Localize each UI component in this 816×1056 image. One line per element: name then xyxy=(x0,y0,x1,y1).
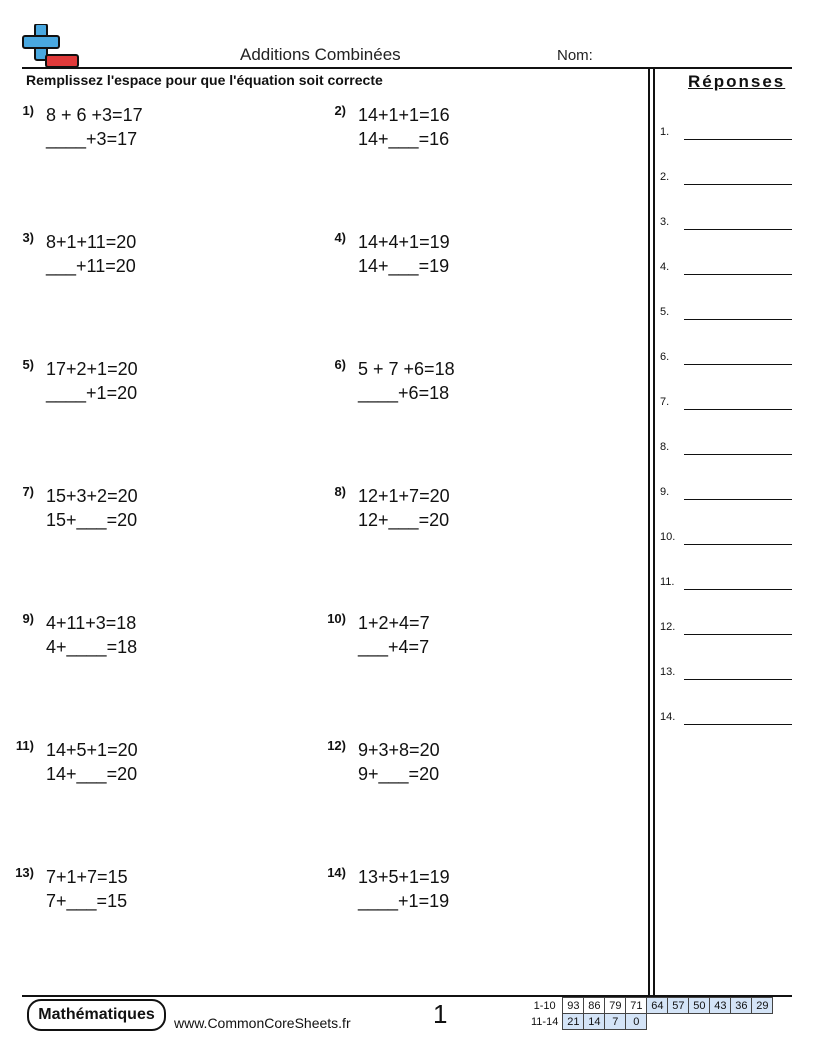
problem-blank-equation[interactable]: ____+1=20 xyxy=(46,383,138,403)
problem-number: 2) xyxy=(334,103,346,118)
answer-slot[interactable] xyxy=(660,660,792,680)
problem-number: 5) xyxy=(22,357,34,372)
answer-line[interactable] xyxy=(684,364,792,365)
problem-number: 4) xyxy=(334,230,346,245)
problem-item xyxy=(324,103,604,163)
problem-number: 10) xyxy=(327,611,346,626)
score-cell: 64 xyxy=(647,998,668,1014)
answer-slot[interactable] xyxy=(660,300,792,320)
answer-line[interactable] xyxy=(684,319,792,320)
answer-line[interactable] xyxy=(684,544,792,545)
answer-line[interactable] xyxy=(684,139,792,140)
answer-number: 6. xyxy=(660,351,670,363)
answer-line[interactable] xyxy=(684,454,792,455)
answer-slot[interactable] xyxy=(660,165,792,185)
answer-number: 9. xyxy=(660,486,670,498)
score-cell: 0 xyxy=(626,1014,647,1030)
answer-slot[interactable] xyxy=(660,570,792,590)
problem-equation: 14+5+1=20 xyxy=(46,740,138,760)
problem-blank-equation[interactable]: 15+___=20 xyxy=(46,510,138,530)
problem-blank-equation[interactable]: 9+___=20 xyxy=(358,764,440,784)
problem-equation: 9+3+8=20 xyxy=(358,740,440,760)
answer-number: 10. xyxy=(660,531,676,543)
score-row-label: 1-10 xyxy=(533,999,556,1012)
problem-equation: 5 + 7 +6=18 xyxy=(358,359,455,379)
problem-blank-equation[interactable]: ____+6=18 xyxy=(358,383,450,403)
problem-equation: 13+5+1=19 xyxy=(358,867,450,887)
problem-number: 11) xyxy=(15,738,34,753)
problem-number: 1) xyxy=(22,103,34,118)
problem-equation: 12+1+7=20 xyxy=(358,486,450,506)
score-cell: 29 xyxy=(752,998,773,1014)
score-cell: 79 xyxy=(605,998,626,1014)
column-divider xyxy=(653,67,655,995)
problem-item xyxy=(12,357,292,417)
instructions: Remplissez l'espace pour que l'équation soit correcte xyxy=(26,72,383,88)
problem-number: 13) xyxy=(15,865,34,880)
subject-badge: Mathématiques xyxy=(27,999,166,1031)
score-cell: 14 xyxy=(584,1014,605,1030)
problem-equation: 14+1+1=16 xyxy=(358,105,450,125)
site-url[interactable]: www.CommonCoreSheets.fr xyxy=(174,1015,351,1031)
name-label: Nom: xyxy=(557,47,593,64)
answer-line[interactable] xyxy=(684,679,792,680)
problem-blank-equation[interactable]: 12+___=20 xyxy=(358,510,450,530)
score-cell: 21 xyxy=(563,1014,584,1030)
problem-equation: 15+3+2=20 xyxy=(46,486,138,506)
score-cell: 43 xyxy=(710,998,731,1014)
problem-blank-equation[interactable]: 14+___=16 xyxy=(358,129,450,149)
answers-title: Réponses xyxy=(688,72,786,91)
score-cell: 50 xyxy=(689,998,710,1014)
problem-item xyxy=(12,484,292,544)
problem-item xyxy=(12,611,292,671)
problem-blank-equation[interactable]: 14+___=19 xyxy=(358,256,450,276)
problem-number: 7) xyxy=(22,484,34,499)
answer-number: 12. xyxy=(660,621,676,633)
page-title: Additions Combinées xyxy=(240,45,401,64)
score-table xyxy=(528,997,773,1030)
problem-blank-equation[interactable]: ___+11=20 xyxy=(46,256,136,276)
problem-item xyxy=(324,738,604,798)
problem-item xyxy=(12,230,292,290)
column-divider xyxy=(648,67,650,995)
problem-number: 9) xyxy=(22,611,34,626)
problem-item xyxy=(324,357,604,417)
answer-number: 3. xyxy=(660,216,670,228)
answer-number: 7. xyxy=(660,396,670,408)
problem-blank-equation[interactable]: ____+1=19 xyxy=(358,891,450,911)
score-cell: 57 xyxy=(668,998,689,1014)
answer-line[interactable] xyxy=(684,589,792,590)
answer-number: 5. xyxy=(660,306,670,318)
problem-equation: 1+2+4=7 xyxy=(358,613,430,633)
problem-blank-equation[interactable]: ____+3=17 xyxy=(46,129,138,149)
answer-number: 1. xyxy=(660,126,670,138)
problem-item xyxy=(324,865,604,925)
answer-slot[interactable] xyxy=(660,705,792,725)
problem-equation: 7+1+7=15 xyxy=(46,867,128,887)
answer-slot[interactable] xyxy=(660,120,792,140)
answer-number: 13. xyxy=(660,666,676,678)
answer-slot[interactable] xyxy=(660,255,792,275)
score-cell: 86 xyxy=(584,998,605,1014)
problem-number: 3) xyxy=(22,230,34,245)
header-divider xyxy=(22,67,792,69)
problem-item xyxy=(12,738,292,798)
answer-line[interactable] xyxy=(684,499,792,500)
answer-line[interactable] xyxy=(684,274,792,275)
score-cell: 7 xyxy=(605,1014,626,1030)
problem-equation: 14+4+1=19 xyxy=(358,232,450,252)
problem-item xyxy=(324,484,604,544)
answer-slot[interactable] xyxy=(660,615,792,635)
problem-item xyxy=(324,611,604,671)
answer-line[interactable] xyxy=(684,409,792,410)
answer-line[interactable] xyxy=(684,184,792,185)
problem-equation: 17+2+1=20 xyxy=(46,359,138,379)
problem-equation: 4+11+3=18 xyxy=(46,613,137,633)
answer-slot[interactable] xyxy=(660,525,792,545)
answer-number: 8. xyxy=(660,441,670,453)
problem-item xyxy=(12,103,292,163)
page-number: 1 xyxy=(433,999,448,1029)
problem-blank-equation[interactable]: 14+___=20 xyxy=(46,764,138,784)
problem-equation: 8 + 6 +3=17 xyxy=(46,105,143,125)
score-row xyxy=(528,1014,773,1030)
answer-slot[interactable] xyxy=(660,435,792,455)
problem-number: 14) xyxy=(327,865,346,880)
answer-number: 2. xyxy=(660,171,670,183)
answer-number: 4. xyxy=(660,261,670,273)
answer-line[interactable] xyxy=(684,724,792,725)
score-row xyxy=(528,998,773,1014)
answer-slot[interactable] xyxy=(660,210,792,230)
answer-slot[interactable] xyxy=(660,390,792,410)
problem-number: 8) xyxy=(334,484,346,499)
answer-number: 11. xyxy=(660,576,675,588)
problem-blank-equation[interactable]: 7+___=15 xyxy=(46,891,128,911)
score-cell: 93 xyxy=(563,998,584,1014)
logo-icon xyxy=(22,24,80,70)
problem-blank-equation[interactable]: ___+4=7 xyxy=(358,637,430,657)
score-row-label: 11-14 xyxy=(531,1015,559,1028)
problem-blank-equation[interactable]: 4+____=18 xyxy=(46,637,138,657)
answer-slot[interactable] xyxy=(660,480,792,500)
problem-number: 6) xyxy=(334,357,346,372)
answer-slot[interactable] xyxy=(660,345,792,365)
score-cell: 71 xyxy=(626,998,647,1014)
problem-number: 12) xyxy=(327,738,346,753)
problem-item xyxy=(324,230,604,290)
problem-equation: 8+1+11=20 xyxy=(46,232,137,252)
problem-item xyxy=(12,865,292,925)
score-cell: 36 xyxy=(731,998,752,1014)
answer-number: 14. xyxy=(660,711,676,723)
answer-line[interactable] xyxy=(684,634,792,635)
answer-line[interactable] xyxy=(684,229,792,230)
